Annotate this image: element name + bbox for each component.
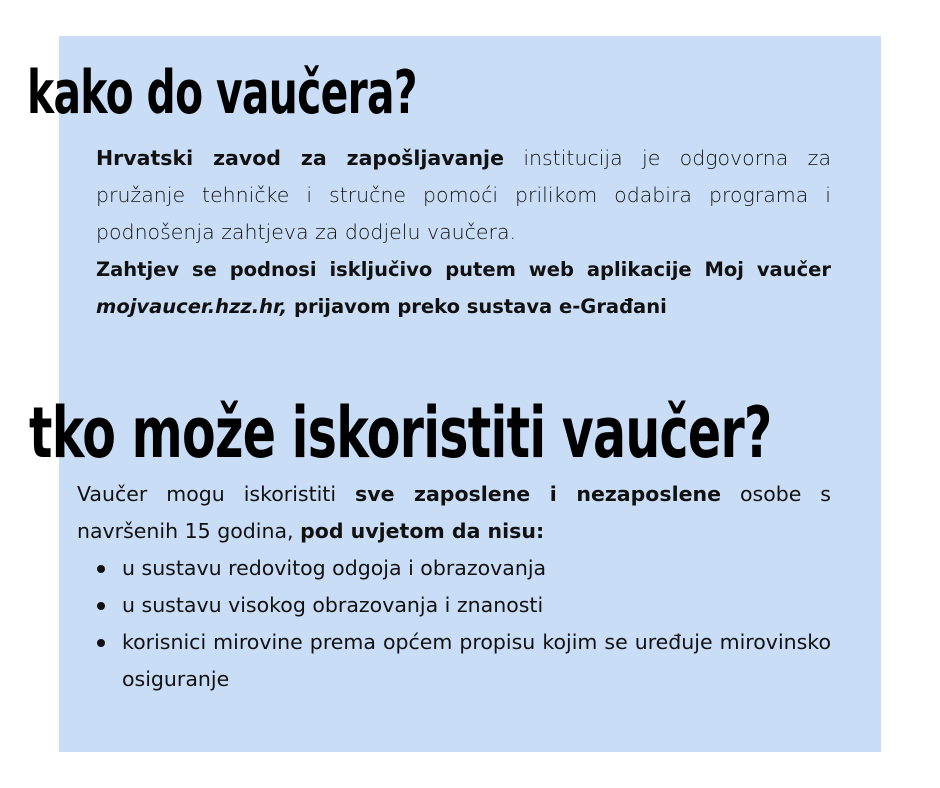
- eligibility-bold-1: sve zaposlene i nezaposlene: [355, 482, 722, 506]
- list-item-text: u sustavu redovitog odgoja i obrazovanja: [122, 556, 547, 580]
- heading-who-can-use-voucher: tko može iskoristiti vaučer?: [29, 392, 772, 474]
- paragraph-eligibility: [77, 476, 831, 550]
- list-item-text: u sustavu visokog obrazovanja i znanosti: [122, 593, 544, 617]
- list-item: [97, 550, 831, 587]
- application-url: mojvaucer.hzz.hr,: [96, 295, 288, 318]
- eligibility-text-1: Vaučer mogu iskoristiti: [77, 482, 355, 506]
- heading-how-to-get-voucher: kako do vaučera?: [27, 58, 417, 128]
- bullet-icon: [97, 565, 105, 573]
- application-text-1: Zahtjev se podnosi isključivo putem web aplikacije Moj vaučer: [96, 258, 831, 281]
- list-item: [97, 624, 831, 698]
- eligibility-text-2: osobe s navršenih 15 godina,: [77, 482, 831, 543]
- paragraph-institution: [96, 140, 831, 251]
- paragraph-application: [96, 251, 831, 325]
- bullet-icon: [97, 602, 105, 610]
- eligibility-bold-2: pod uvjetom da nisu:: [300, 519, 545, 543]
- application-text-2: prijavom preko sustava e-Građani: [287, 295, 667, 318]
- list-item: [97, 587, 831, 624]
- bullet-icon: [97, 639, 105, 647]
- list-item-text: korisnici mirovine prema općem propisu kojim se uređuje mirovinsko osiguranje: [122, 630, 831, 691]
- institution-description: institucija je odgovorna za pružanje tehničke i stručne pomoći prilikom odabira programa i podnošenja zahtjeva za dodjelu vaučera.: [96, 146, 832, 244]
- exclusion-list: [97, 550, 831, 698]
- institution-name: Hrvatski zavod za zapošljavanje: [96, 146, 504, 170]
